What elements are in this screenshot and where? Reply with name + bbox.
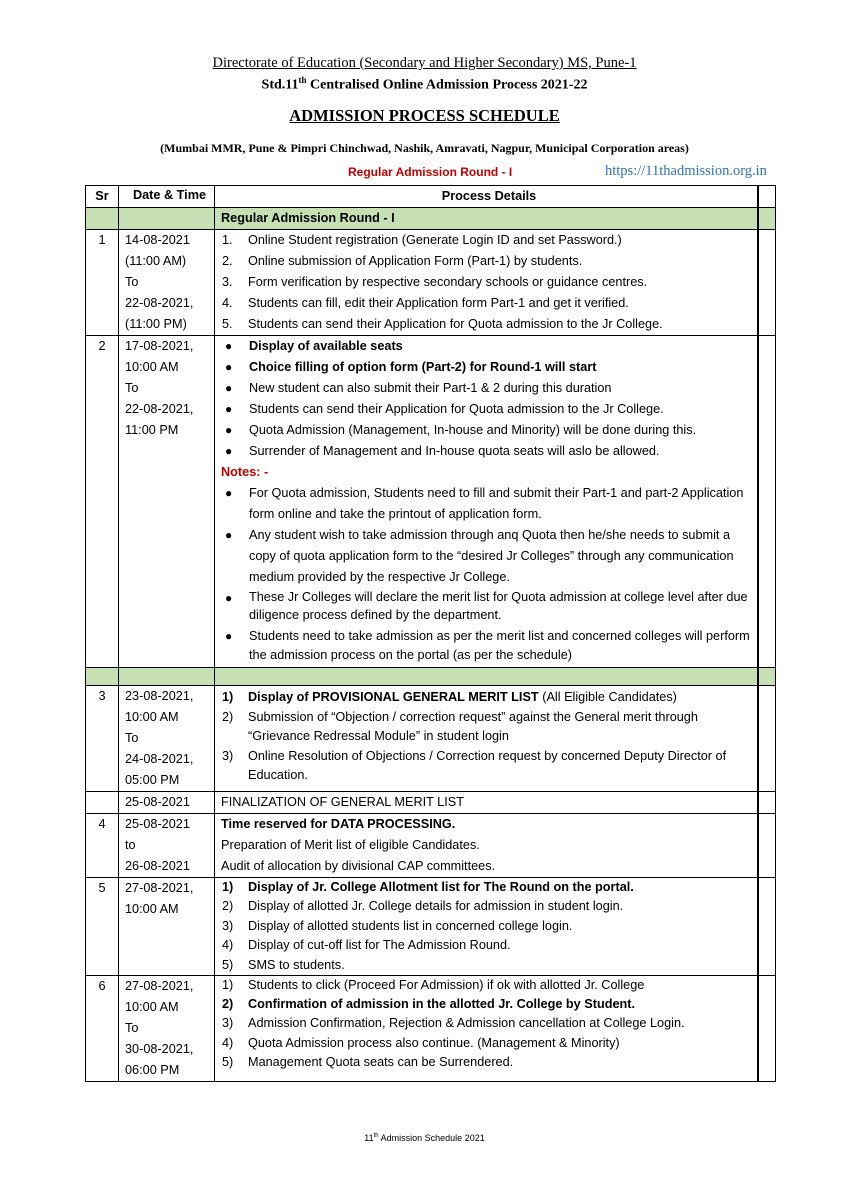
header-sr: Sr xyxy=(86,186,119,208)
table-row xyxy=(86,792,776,814)
page-footer: 11th Admission Schedule 2021 xyxy=(364,1133,485,1143)
table-header-row xyxy=(86,186,776,208)
list-item: 3) Online Resolution of Objections / Correction request by concerned Deputy Director of Education. xyxy=(222,748,727,783)
list-item: ● Surrender of Management and In-house quota seats will aslo be allowed. xyxy=(225,444,660,458)
list-item: ● Quota Admission (Management, In-house and Minority) will be done during this. xyxy=(225,423,697,437)
list-item: 2. Online submission of Application Form (Part-1) by students. xyxy=(222,254,583,268)
row-sr xyxy=(86,792,119,814)
list-item: ● Display of available seats xyxy=(225,339,403,353)
row-details xyxy=(215,686,758,792)
row-date: 14-08-2021 (11:00 AM) To 22-08-2021, (11:00 PM) xyxy=(119,230,215,336)
spacer-row xyxy=(86,668,776,686)
list-item: 2) Display of allotted Jr. College details for admission in student login. xyxy=(222,899,624,914)
list-item: 5) SMS to students. xyxy=(222,957,345,972)
note-item: ● Students need to take admission as per the merit list and concerned colleges will perform the admission process on the portal (as per the schedule) xyxy=(225,629,750,662)
row-details xyxy=(215,878,758,976)
row-sr: 6 xyxy=(86,976,119,1082)
table-row xyxy=(86,230,776,336)
row-details xyxy=(215,336,758,668)
header-date: Date & Time xyxy=(119,186,215,208)
list-item: 5. Students can send their Application for Quota admission to the Jr College. xyxy=(222,317,663,331)
row-details: FINALIZATION OF GENERAL MERIT LIST xyxy=(215,792,758,814)
round-line xyxy=(0,163,849,183)
list-item: 4) Quota Admission process also continue. (Management & Minority) xyxy=(222,1035,620,1050)
round-label: Regular Admission Round - I xyxy=(348,165,513,179)
process-title-line: Std.11th Centralised Online Admission Process 2021-22 xyxy=(261,75,588,93)
row-date: 25-08-2021 to 26-08-2021 xyxy=(119,814,215,878)
row-date: 25-08-2021 xyxy=(119,792,215,814)
list-item: ● Choice filling of option form (Part-2) for Round-1 will start xyxy=(225,360,597,374)
list-item: 1) Students to click (Proceed For Admission) if ok with allotted Jr. College xyxy=(222,978,645,993)
list-item: 3) Display of allotted students list in concerned college login. xyxy=(222,918,573,933)
list-item: 2) Confirmation of admission in the allotted Jr. College by Student. xyxy=(222,997,635,1012)
row-sr: 3 xyxy=(86,686,119,792)
row-date: 27-08-2021, 10:00 AM xyxy=(119,878,215,976)
row-date: 17-08-2021, 10:00 AM To 22-08-2021, 11:00 PM xyxy=(119,336,215,668)
row-sr: 2 xyxy=(86,336,119,668)
table-row xyxy=(86,976,776,1082)
list-item: 4) Display of cut-off list for The Admission Round. xyxy=(222,938,511,953)
row-sr: 1 xyxy=(86,230,119,336)
list-item: 5) Management Quota seats can be Surrendered. xyxy=(222,1054,514,1069)
note-item: ● These Jr Colleges will declare the merit list for Quota admission at college level after due diligence process defined by the department. xyxy=(225,590,748,622)
row-details xyxy=(215,230,758,336)
website-link[interactable]: https://11thadmission.org.in xyxy=(605,163,767,179)
row-details: Time reserved for DATA PROCESSING. Preparation of Merit list of eligible Candidates. Audit of allocation by divisional CAP committees. xyxy=(215,814,758,878)
note-item: ● For Quota admission, Students need to fill and submit their Part-1 and part-2 Application form online and take the printout of application form. xyxy=(225,486,744,521)
row-details xyxy=(215,976,758,1082)
row-date: 23-08-2021, 10:00 AM To 24-08-2021, 05:00 PM xyxy=(119,686,215,792)
note-item: ● Any student wish to take admission through anq Quota then he/she needs to submit a copy of quota application form to the “desired Jr Colleges” through any communication medium provided by the respective Jr College. xyxy=(225,528,734,584)
areas-subtitle: (Mumbai MMR, Pune & Pimpri Chinchwad, Nashik, Amravati, Nagpur, Municipal Corporation areas) xyxy=(160,141,689,155)
list-item: 3) Admission Confirmation, Rejection & Admission cancellation at College Login. xyxy=(222,1016,685,1031)
list-item: ● New student can also submit their Part-1 & 2 during this duration xyxy=(225,381,612,395)
notes-label: Notes: - xyxy=(221,465,269,479)
list-item: 1. Online Student registration (Generate Login ID and set Password.) xyxy=(222,233,622,247)
table-row xyxy=(86,878,776,976)
list-item: 1) Display of Jr. College Allotment list for The Round on the portal. xyxy=(222,880,634,894)
page-title: ADMISSION PROCESS SCHEDULE xyxy=(289,106,560,125)
schedule-table xyxy=(85,185,776,1082)
table-row xyxy=(86,336,776,668)
directorate-line: Directorate of Education (Secondary and Higher Secondary) MS, Pune-1 xyxy=(212,55,637,71)
section-title: Regular Admission Round - I xyxy=(215,208,758,230)
list-item: 2) Submission of “Objection / correction request” against the General merit through “Grievance Redressal Module” in student login xyxy=(222,709,698,744)
table-row xyxy=(86,814,776,878)
section-row xyxy=(86,208,776,230)
list-item: 1) Display of PROVISIONAL GENERAL MERIT LIST (All Eligible Candidates) xyxy=(222,690,677,704)
row-date: 27-08-2021, 10:00 AM To 30-08-2021, 06:00 PM xyxy=(119,976,215,1082)
row-sr: 4 xyxy=(86,814,119,878)
row-sr: 5 xyxy=(86,878,119,976)
list-item: 3. Form verification by respective secondary schools or guidance centres. xyxy=(222,275,648,289)
list-item: 4. Students can fill, edit their Application form Part-1 and get it verified. xyxy=(222,296,629,310)
list-item: ● Students can send their Application for Quota admission to the Jr College. xyxy=(225,402,664,416)
header-details: Process Details xyxy=(215,186,758,208)
table-row xyxy=(86,686,776,792)
